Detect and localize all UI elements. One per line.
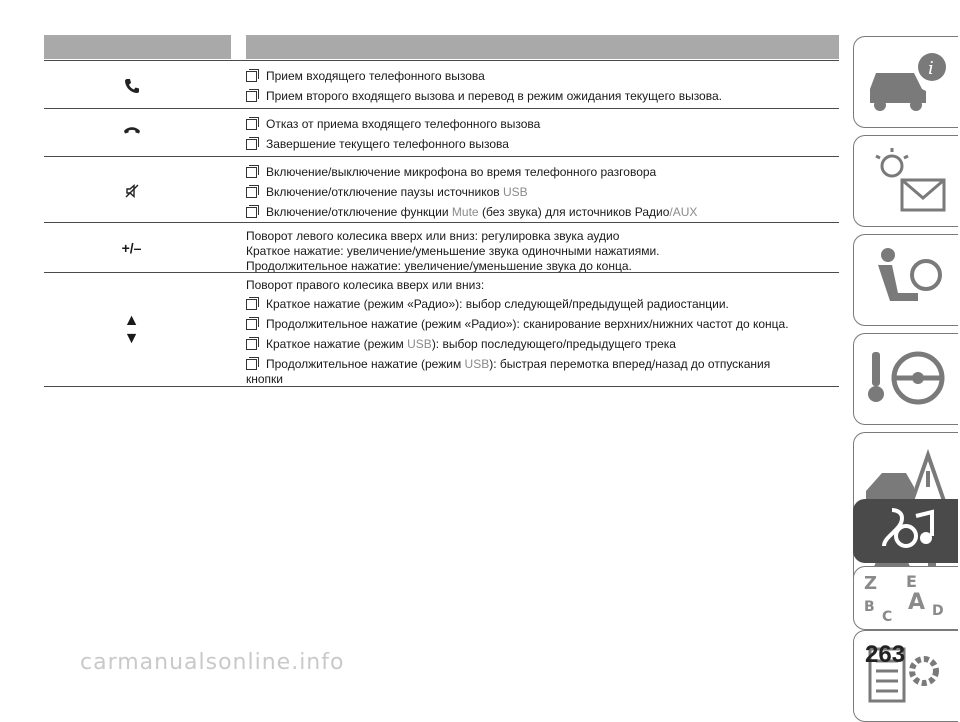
checkbox-bullet-icon bbox=[246, 359, 257, 370]
text-line: Продолжительное нажатие: увеличение/уменьшение звука до конца. bbox=[246, 259, 632, 273]
item-text: Отказ от приема входящего телефонного вызова bbox=[266, 117, 541, 131]
item-text: Завершение текущего телефонного вызова bbox=[266, 137, 509, 151]
checkbox-bullet-icon bbox=[246, 339, 257, 350]
key-steering-wheel-icon bbox=[862, 342, 952, 416]
item-text: ): выбор последующего/предыдущего трека bbox=[431, 337, 676, 351]
checkbox-bullet-icon bbox=[246, 119, 257, 130]
list-item bbox=[246, 297, 839, 312]
alphabet-index-icon bbox=[862, 571, 952, 625]
car-info-icon bbox=[862, 45, 952, 119]
checkbox-bullet-icon bbox=[246, 299, 257, 310]
item-grey-text: USB bbox=[464, 357, 490, 371]
checkbox-bullet-icon bbox=[246, 167, 257, 178]
svg-text:i: i bbox=[928, 58, 934, 79]
list-item bbox=[246, 357, 839, 372]
text-line: Поворот левого колесика вверх или вниз: регулировка звука аудио bbox=[246, 229, 620, 243]
list-item bbox=[246, 137, 839, 152]
svg-text:E: E bbox=[906, 572, 917, 591]
checkbox-bullet-icon bbox=[246, 139, 257, 150]
warning-lights-icon bbox=[862, 144, 952, 218]
item-grey-text: /AUX bbox=[669, 205, 698, 219]
text-line: кнопки bbox=[246, 372, 284, 386]
list-item bbox=[246, 317, 839, 332]
item-text: Продолжительное нажатие (режим «Радио»): сканирование верхних/нижних частот до конца. bbox=[266, 317, 789, 331]
svg-text:C: C bbox=[882, 609, 893, 625]
table-header-icon-column bbox=[44, 35, 231, 59]
table-row bbox=[44, 226, 839, 273]
checkbox-bullet-icon bbox=[246, 319, 257, 330]
item-grey-text: Mute bbox=[451, 205, 479, 219]
list-item bbox=[246, 165, 839, 180]
tab-multimedia[interactable] bbox=[853, 499, 958, 563]
item-text: Включение/выключение микрофона во время телефонного разговора bbox=[266, 165, 657, 179]
item-grey-text: USB bbox=[407, 337, 432, 351]
text-line: Поворот правого колесика вверх или вниз: bbox=[246, 278, 485, 292]
item-text: Включение/отключение функции bbox=[266, 205, 449, 219]
page-number: 263 bbox=[865, 641, 906, 668]
list-item bbox=[246, 185, 839, 200]
svg-text:A: A bbox=[908, 590, 926, 615]
list-item bbox=[246, 205, 839, 220]
item-text: Продолжительное нажатие (режим bbox=[266, 357, 462, 371]
list-item bbox=[246, 117, 839, 132]
table-row bbox=[44, 162, 839, 220]
volume-plus-minus-symbol: +/– bbox=[121, 240, 142, 256]
checkbox-bullet-icon bbox=[246, 187, 257, 198]
item-text: Краткое нажатие (режим bbox=[266, 337, 404, 351]
table-row bbox=[44, 114, 839, 154]
safety-seat-airbag-icon bbox=[862, 243, 952, 317]
watermark: carmanualsonline.info bbox=[80, 650, 345, 675]
item-text: (без звука) для источников Радио bbox=[481, 205, 670, 219]
list-item bbox=[246, 337, 839, 352]
text-line: Краткое нажатие: увеличение/уменьшение звука одиночными нажатиями. bbox=[246, 244, 660, 258]
tab-safety[interactable] bbox=[853, 234, 958, 326]
item-text: Прием второго входящего вызова и перевод в режим ожидания текущего вызова. bbox=[266, 89, 722, 103]
tab-index[interactable] bbox=[853, 566, 958, 630]
row-divider bbox=[44, 222, 839, 223]
mute-icon bbox=[44, 162, 219, 220]
svg-text:D: D bbox=[932, 603, 944, 619]
multimedia-music-icon bbox=[862, 506, 952, 556]
table-row bbox=[44, 276, 839, 384]
row-divider bbox=[44, 386, 839, 387]
phone-hangup-icon bbox=[44, 114, 219, 146]
phone-answer-icon bbox=[44, 66, 219, 106]
table-header bbox=[44, 35, 839, 59]
list-item bbox=[246, 89, 839, 104]
checkbox-bullet-icon bbox=[246, 207, 257, 218]
item-text: Краткое нажатие (режим «Радио»): выбор следующей/предыдущей радиостанции. bbox=[266, 297, 729, 311]
row-divider bbox=[44, 156, 839, 157]
arrow-down-icon: ▼ bbox=[123, 330, 140, 347]
table-header-function-column bbox=[246, 35, 839, 59]
item-text: Включение/отключение паузы источников bbox=[266, 185, 500, 199]
item-grey-text: USB bbox=[503, 185, 528, 199]
item-text: Прием входящего телефонного вызова bbox=[266, 69, 485, 83]
row-divider bbox=[44, 108, 839, 109]
arrow-up-icon: ▲ bbox=[123, 312, 140, 329]
tab-car-info[interactable] bbox=[853, 36, 958, 128]
table-row bbox=[44, 66, 839, 106]
item-text: ): быстрая перемотка вперед/назад до отпускания bbox=[489, 357, 771, 371]
list-item bbox=[246, 69, 839, 84]
tab-warning-lights[interactable] bbox=[853, 135, 958, 227]
tab-starting-driving[interactable] bbox=[853, 333, 958, 425]
svg-text:Z: Z bbox=[864, 573, 878, 594]
row-divider bbox=[44, 60, 839, 61]
checkbox-bullet-icon bbox=[246, 71, 257, 82]
svg-text:B: B bbox=[864, 599, 875, 615]
checkbox-bullet-icon bbox=[246, 91, 257, 102]
row-divider bbox=[44, 272, 839, 273]
